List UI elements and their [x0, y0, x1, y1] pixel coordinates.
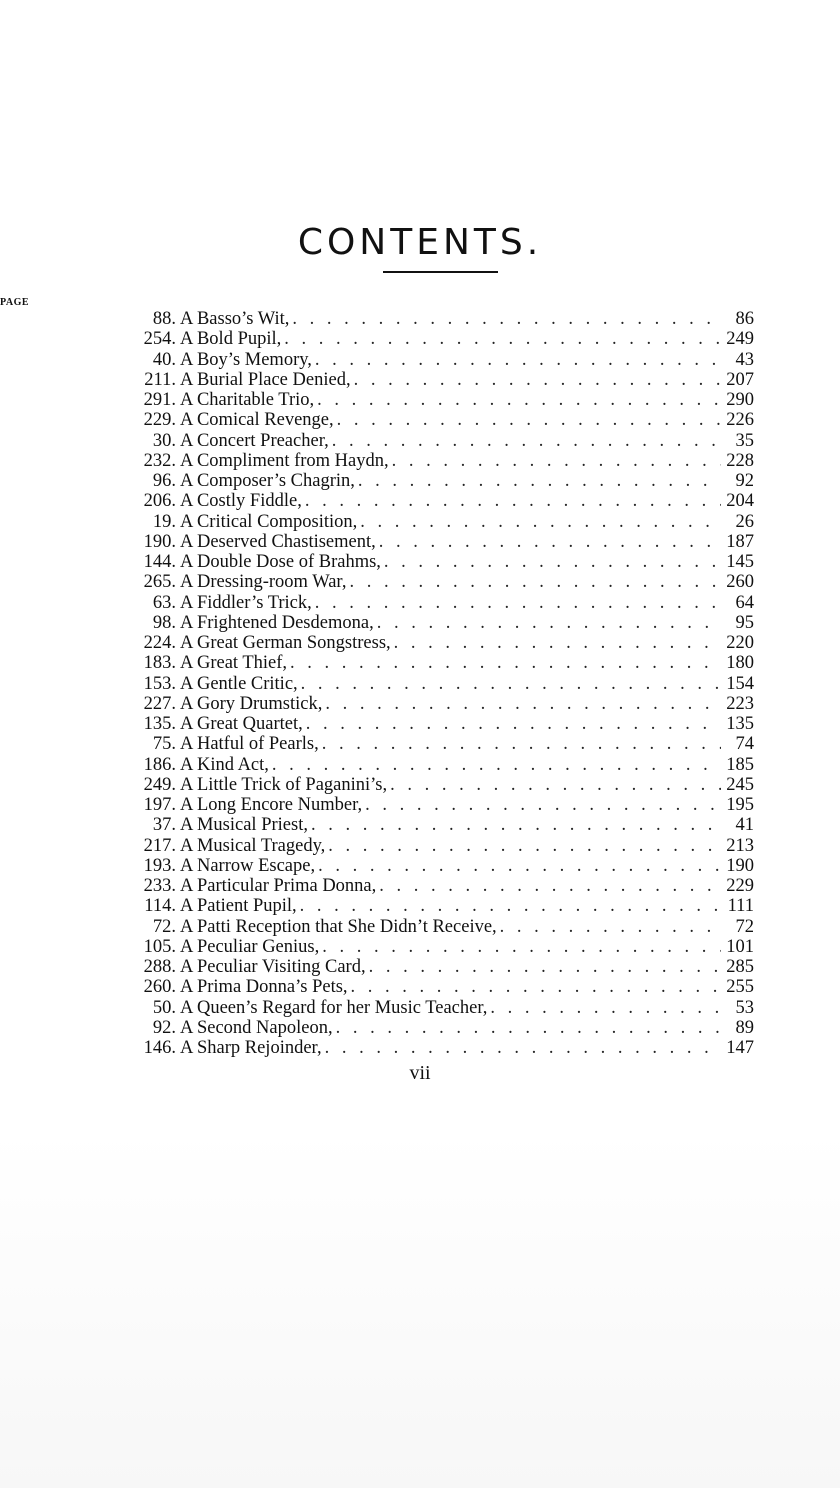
toc-entry[interactable]	[132, 309, 754, 329]
column-header-page: PAGE	[0, 297, 840, 1488]
entry-page: 226	[726, 410, 754, 431]
entry-number: 233.	[143, 876, 176, 896]
dot-leader	[337, 410, 721, 430]
entry-page: 290	[726, 390, 754, 410]
entry-title: A Little Trick of Paganini’s,	[180, 774, 388, 795]
entry-page: 255	[726, 977, 754, 998]
entry-number: 186.	[143, 754, 176, 775]
entry-page: 43	[735, 349, 754, 370]
toc-entry[interactable]	[132, 795, 754, 815]
entry-page: 135	[726, 714, 754, 734]
entry-number: 92.	[152, 1017, 176, 1038]
entry-number: 197.	[143, 795, 176, 815]
dot-leader	[315, 350, 721, 370]
entry-title: A Gentle Critic,	[180, 673, 298, 694]
dot-leader	[322, 937, 721, 957]
dot-leader	[369, 957, 721, 977]
entry-number: 40.	[152, 349, 176, 370]
entry-number: 217.	[143, 835, 176, 856]
entry-page: 154	[726, 673, 754, 694]
dot-leader	[284, 329, 721, 349]
entry-number: 153.	[143, 673, 176, 694]
entry-number: 260.	[143, 977, 176, 998]
entry-page: 72	[735, 916, 754, 937]
toc-entry[interactable]	[132, 451, 754, 471]
entry-number: 190.	[143, 531, 176, 552]
entry-number: 229.	[143, 410, 176, 431]
toc-entry[interactable]	[132, 775, 754, 795]
toc-entry[interactable]	[132, 552, 754, 572]
toc-entry[interactable]	[132, 957, 754, 977]
entry-number: 105.	[143, 936, 176, 957]
entry-title: A Long Encore Number,	[180, 795, 363, 815]
dot-leader	[394, 633, 721, 653]
dot-leader	[317, 390, 721, 410]
toc-entry[interactable]	[132, 491, 754, 511]
entry-title: A Peculiar Visiting Card,	[180, 957, 366, 977]
entry-page: 53	[735, 997, 754, 1018]
entry-number: 114.	[144, 896, 176, 917]
dot-leader	[318, 856, 721, 876]
entry-title: A Great German Songstress,	[180, 633, 391, 653]
dot-leader	[379, 876, 721, 896]
entry-page: 111	[727, 896, 754, 917]
entry-title: A Costly Fiddle,	[180, 491, 302, 512]
entry-title: A Kind Act,	[180, 754, 269, 775]
entry-title: A Narrow Escape,	[180, 855, 316, 876]
entry-page: 260	[726, 572, 754, 593]
entry-page: 187	[726, 531, 754, 552]
entry-page: 145	[726, 552, 754, 572]
entry-title: A Musical Tragedy,	[180, 835, 326, 856]
dot-leader	[390, 775, 721, 795]
entry-page: 86	[735, 309, 754, 329]
entry-page: 185	[726, 754, 754, 775]
dot-leader	[305, 491, 721, 511]
entry-page: 285	[726, 957, 754, 977]
dot-leader	[360, 512, 721, 532]
entry-title: A Deserved Chastisement,	[180, 531, 376, 552]
dot-leader	[325, 1038, 721, 1058]
entry-title: A Particular Prima Donna,	[180, 876, 377, 896]
entry-page: 180	[726, 653, 754, 674]
entry-title: A Boy’s Memory,	[180, 349, 312, 370]
toc-entry[interactable]	[132, 917, 754, 937]
dot-leader	[354, 370, 721, 390]
dot-leader	[290, 653, 721, 673]
dot-leader	[300, 896, 721, 916]
entry-page: 220	[726, 633, 754, 653]
toc-entry[interactable]	[132, 1018, 754, 1038]
entry-page: 95	[735, 612, 754, 633]
entry-page: 101	[726, 936, 754, 957]
dot-leader	[306, 714, 721, 734]
dot-leader	[336, 1018, 721, 1038]
entry-number: 227.	[143, 693, 176, 714]
entry-title: A Musical Priest,	[180, 815, 308, 836]
entry-number: 50.	[152, 997, 176, 1018]
entry-page: 207	[726, 369, 754, 390]
toc-entry[interactable]	[132, 1038, 754, 1058]
entry-page: 223	[726, 693, 754, 714]
entry-number: 206.	[143, 491, 176, 512]
entry-title: A Burial Place Denied,	[180, 369, 351, 390]
toc-entry[interactable]	[132, 512, 754, 532]
entry-page: 249	[726, 329, 754, 350]
entry-number: 63.	[152, 592, 176, 613]
entry-title: A Dressing-room War,	[180, 572, 347, 593]
dot-leader	[377, 613, 721, 633]
entry-page: 195	[726, 795, 754, 815]
entry-title: A Basso’s Wit,	[180, 309, 290, 329]
dot-leader	[301, 674, 721, 694]
dot-leader	[392, 451, 721, 471]
toc-entry[interactable]	[132, 370, 754, 390]
dot-leader	[379, 532, 721, 552]
entry-page: 26	[735, 511, 754, 532]
entry-number: 288.	[143, 957, 176, 977]
title-rule	[383, 271, 498, 273]
entry-title: A Prima Donna’s Pets,	[180, 977, 348, 998]
entry-title: A Frightened Desdemona,	[180, 612, 374, 633]
entry-title: A Patient Pupil,	[180, 896, 297, 917]
toc-entry[interactable]	[132, 613, 754, 633]
dot-leader	[325, 694, 721, 714]
entry-number: 19.	[152, 511, 176, 532]
toc-entry[interactable]	[132, 471, 754, 491]
entry-number: 211.	[144, 369, 176, 390]
entry-number: 265.	[143, 572, 176, 593]
entry-page: 213	[726, 835, 754, 856]
toc-entry[interactable]	[132, 896, 754, 916]
entry-title: A Second Napoleon,	[180, 1017, 333, 1038]
entry-number: 72.	[152, 916, 176, 937]
toc-entry[interactable]	[132, 977, 754, 997]
toc-entry[interactable]	[132, 390, 754, 410]
toc-entry[interactable]	[132, 694, 754, 714]
toc-entry[interactable]	[132, 572, 754, 592]
entry-page: 204	[726, 491, 754, 512]
entry-page: 147	[726, 1038, 754, 1058]
dot-leader	[384, 552, 721, 572]
page-title: CONTENTS.	[297, 222, 543, 264]
entry-number: 88.	[152, 309, 176, 329]
entry-page: 74	[735, 734, 754, 755]
entry-number: 96.	[152, 471, 176, 491]
entry-number: 135.	[143, 714, 176, 734]
entry-number: 254.	[143, 329, 176, 350]
entry-title: A Great Thief,	[180, 653, 288, 674]
toc-entry[interactable]	[132, 329, 754, 349]
toc-entry[interactable]	[132, 714, 754, 734]
toc-entry[interactable]	[132, 856, 754, 876]
entry-page: 64	[735, 592, 754, 613]
entry-title: A Great Quartet,	[180, 714, 303, 734]
toc-entry[interactable]	[132, 593, 754, 613]
entry-title: A Comical Revenge,	[180, 410, 334, 431]
entry-number: 183.	[143, 653, 176, 674]
toc-entry[interactable]	[132, 633, 754, 653]
entry-title: A Fiddler’s Trick,	[180, 592, 312, 613]
entry-number: 30.	[152, 430, 176, 451]
toc-entry[interactable]	[132, 998, 754, 1018]
toc-entry[interactable]	[132, 653, 754, 673]
entry-title: A Bold Pupil,	[180, 329, 282, 350]
toc-entry[interactable]	[132, 674, 754, 694]
entry-page: 228	[726, 450, 754, 471]
entry-number: 98.	[152, 612, 176, 633]
dot-leader	[315, 593, 721, 613]
entry-title: A Concert Preacher,	[180, 430, 329, 451]
entry-title: A Composer’s Chagrin,	[180, 471, 355, 491]
toc-entry[interactable]	[132, 876, 754, 896]
toc-entry[interactable]	[132, 532, 754, 552]
entry-number: 75.	[152, 734, 176, 755]
entry-number: 193.	[143, 855, 176, 876]
toc-entry[interactable]	[132, 937, 754, 957]
entry-page: 245	[726, 774, 754, 795]
entry-number: 37.	[152, 815, 176, 836]
dot-leader	[351, 977, 721, 997]
entry-number: 144.	[143, 552, 176, 572]
entry-title: A Double Dose of Brahms,	[180, 552, 381, 572]
entry-title: A Patti Reception that She Didn’t Receive,	[180, 916, 497, 937]
dot-leader	[311, 815, 721, 835]
entry-page: 92	[735, 471, 754, 491]
entry-number: 249.	[143, 774, 176, 795]
dot-leader	[349, 572, 721, 592]
entry-title: A Queen’s Regard for her Music Teacher,	[180, 997, 488, 1018]
dot-leader	[292, 309, 721, 329]
dot-leader	[272, 755, 721, 775]
entry-number: 224.	[143, 633, 176, 653]
dot-leader	[500, 917, 721, 937]
page-folio: vii	[409, 1062, 431, 1084]
toc-entry[interactable]	[132, 410, 754, 430]
entry-number: 146.	[143, 1038, 176, 1058]
entry-title: A Critical Composition,	[180, 511, 358, 532]
toc-entry[interactable]	[132, 350, 754, 370]
toc-entry[interactable]	[132, 836, 754, 856]
contents-list	[132, 309, 754, 1058]
entry-page: 41	[735, 815, 754, 836]
toc-entry[interactable]	[132, 755, 754, 775]
entry-number: 232.	[143, 450, 176, 471]
entry-title: A Charitable Trio,	[180, 390, 315, 410]
entry-page: 89	[735, 1017, 754, 1038]
dot-leader	[490, 998, 721, 1018]
entry-title: A Hatful of Pearls,	[180, 734, 319, 755]
entry-title: A Sharp Rejoinder,	[180, 1038, 322, 1058]
dot-leader	[365, 795, 721, 815]
dot-leader	[322, 734, 721, 754]
entry-page: 229	[726, 876, 754, 896]
entry-number: 291.	[143, 390, 176, 410]
dot-leader	[328, 836, 721, 856]
toc-entry[interactable]	[132, 431, 754, 451]
entry-title: A Gory Drumstick,	[180, 693, 323, 714]
entry-page: 190	[726, 855, 754, 876]
dot-leader	[358, 471, 721, 491]
entry-title: A Peculiar Genius,	[180, 936, 320, 957]
entry-page: 35	[735, 430, 754, 451]
toc-entry[interactable]	[132, 815, 754, 835]
dot-leader	[332, 431, 721, 451]
toc-entry[interactable]	[132, 734, 754, 754]
entry-title: A Compliment from Haydn,	[180, 450, 389, 471]
